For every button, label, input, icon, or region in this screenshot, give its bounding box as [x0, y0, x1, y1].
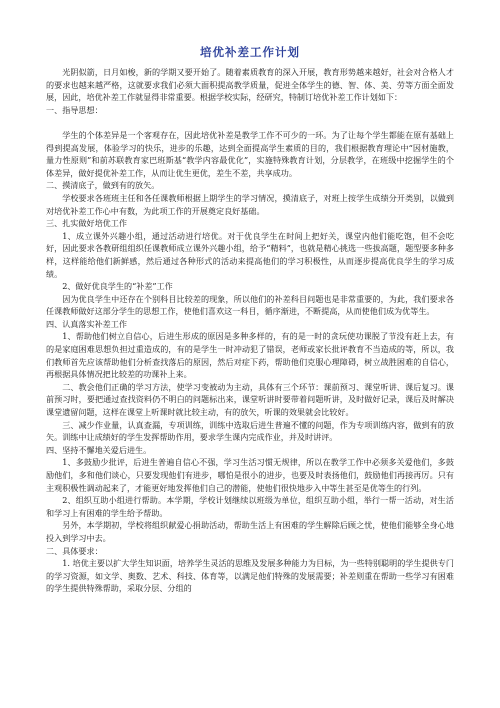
- section-heading: 四、认真落实补差工作: [46, 318, 127, 329]
- paragraph: [46, 116, 454, 129]
- section-heading: 二、具体要求：: [46, 545, 103, 556]
- paragraph: 2、组织互助小组进行帮助。本学期，学校计划继续以班级为单位，组织互助小组，举行一帮一活动，对生活和学习上有困难的学生给予帮助。: [46, 495, 454, 518]
- paragraph: 1、帮助他们树立自信心，后进生形成的原因是多种多样的，有的是一时的贪玩使功课脱了节没有赶上去，有的是家庭困难思想负担过重造成的，有的是学生一时冲动犯了错误，老师或家长批评教育不当造成的等，所以，我们教师首先应该帮助他们分析查找落后的原因，然后对症下药，帮助他们克服心理障碍，树立战胜困难的自信心，再根据具体情况把比较差的功课补上来。: [46, 331, 454, 380]
- section-heading: 四、坚持不懈地关爱后进生。: [46, 444, 152, 455]
- paragraph: 三、减少作业量，认真查漏，专项训练，训练中选取后进生普遍不懂的问题，作为专项训练内容，做到有的放矢。训练中让成绩好的学生发挥帮助作用，要求学生课内完成作业，并及时讲评。: [46, 419, 454, 443]
- paragraph: 光阴似箭，日月如梭，新的学期又要开始了。随着素质教育的深入开展，教育形势越来越好，社会对合格人才的要求也越来越严格，这就要求我们必须大面积提高教学质量，促进全体学生的德、智、体、美、劳等方面全面发展，因此，培优补差工作就显得非常重要。根据学校实际，经研究，特制订培优补差工作计划如下：: [46, 67, 454, 103]
- paragraph: 学生的个体差异是一个客观存在，因此培优补差是教学工作不可少的一环。为了让每个学生都能在原有基础上得到提高发展，体验学习的快乐，进步的乐趣，达到全面提高学生素质的目的，我们根据教育理论中“因材施教，量力性原则”和前苏联教育家巴班斯基“教学内容最优化”，实施特殊教育计划，分层教学，在班级中挖掘学生的个体差异，做好提优补差工作，从而让优生更优，差生不差，共享成功。: [46, 129, 454, 178]
- paragraph: 二、教会他们正确的学习方法，使学习变被动为主动，具体有三个环节：课前预习、课堂听讲、课后复习。课前预习时，要把通过查找资料仍不明白的问题标出来，课堂听讲时要带着问题听讲，及时做好记录，课后及时解决课堂遗留问题，这样在课堂上听课时就比较主动，有的放矢，听课的效果就会比较好。: [46, 381, 454, 418]
- section-heading: 一、指导思想：: [46, 104, 103, 115]
- paragraph: 学校要求各班班主任和各任课教师根据上期学生的学习情况，摸清底子，对班上按学生成绩分开类别，以做到对培优补差工作心中有数，为此项工作的开展奠定良好基础。: [46, 192, 454, 216]
- paragraph: 另外，本学期初，学校将组织献爱心捐助活动，帮助生活上有困难的学生解除后顾之忧，使他们能够全身心地投入到学习中去。: [46, 520, 454, 543]
- paragraph: 1. 培优主要以扩大学生知识面，培养学生灵活的思维及发展多种能力为目标，为一些特别聪明的学生提供专门的学习资源，如文学、奥数、艺术、科技、体育等，以满足他们特殊的发展需要；补差则重在帮助一些学习有困难的学生提供特殊帮助，采取分层、分组的: [46, 558, 454, 594]
- paragraph: 2、做好优良学生的“补差”工作: [62, 281, 173, 292]
- section-heading: 二、摸清底子，做到有的放矢。: [46, 180, 160, 191]
- document-title: 培优补差工作计划: [200, 45, 300, 59]
- paragraph: 因为优良学生中还存在个别科目比较差的现象，所以他们的补差科目问题也是非常重要的，为此，我们要求各任课教师做好这部分学生的思想工作，使他们喜欢这一科目，循序渐进，不断提高，从而使他们成为优等生。: [46, 293, 454, 317]
- document-body: [46, 66, 454, 595]
- section-heading: 三、扎实做好培优工作: [46, 218, 127, 229]
- paragraph: 1、成立课外兴趣小组，通过活动进行培优。对于优良学生在时间上把好关，课堂内他们能吃饱，但不会吃好，因此要求各教研组组织任课教师成立课外兴趣小组，给予“精料”，也就是精心挑选一些拔高题，题型要多种多样，这样能给他们新鲜感，然后通过各种形式的活动来提高他们的学习积极性，从而逐步提高优良学生的学习成绩。: [46, 230, 454, 279]
- paragraph: 1、多鼓励少批评，后进生普遍自信心不强，学习生活习惯无规律，所以在教学工作中必须多关爱他们，多鼓励他们，多和他们谈心，只要发现他们有进步，哪怕是很小的进步，也要及时表扬他们，鼓励他们再接再厉。只有主观积极性调动起来了，才能更好地发挥他们自己的潜能，使他们很快地步入中等生甚至是优等生的行列。: [46, 457, 454, 493]
